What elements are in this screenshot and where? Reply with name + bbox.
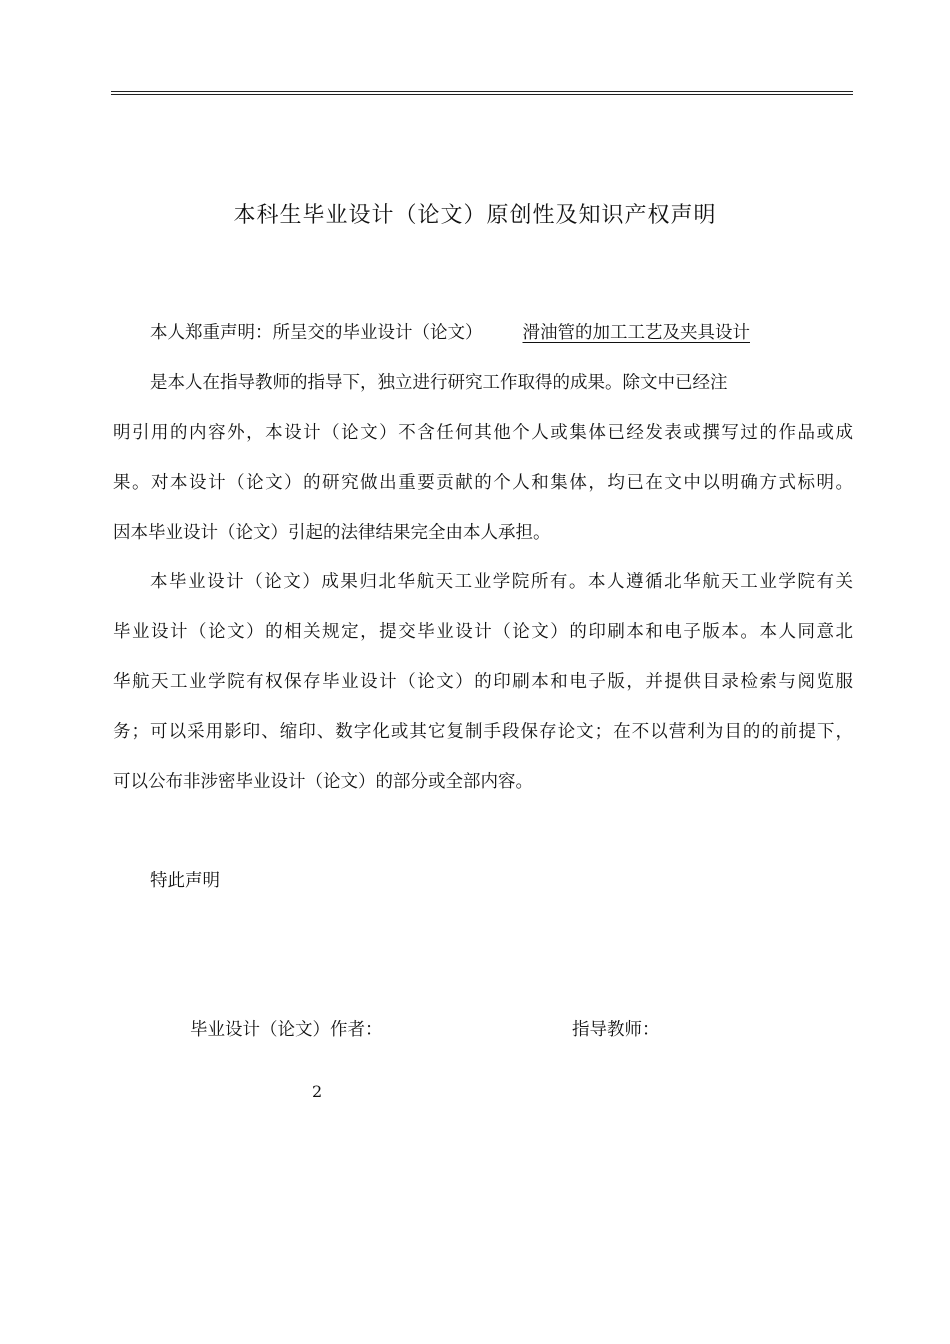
closing-statement: 特此声明 <box>150 871 220 891</box>
paragraph2-line: 可以公布非涉密毕业设计（论文）的部分或全部内容。 <box>113 772 533 792</box>
paragraph1-first-line <box>150 321 890 345</box>
author-signature-label: 毕业设计（论文）作者： <box>190 1020 383 1040</box>
paragraph1-line: 因本毕业设计（论文）引起的法律结果完全由本人承担。 <box>113 523 551 543</box>
declaration-lead: 本人郑重声明：所呈交的毕业设计（论文） <box>150 323 483 343</box>
paragraph2-line <box>150 570 853 594</box>
paragraph2-line: 毕业设计（论文）的相关规定，提交毕业设计（论文）的印刷本和电子版本。本人同意北 <box>113 622 853 642</box>
paragraph2-line: 华航天工业学院有权保存毕业设计（论文）的印刷本和电子版，并提供目录检索与阅览服 <box>113 672 853 692</box>
paragraph1-line: 明引用的内容外，本设计（论文）不含任何其他个人或集体已经发表或撰写过的作品或成 <box>113 423 853 443</box>
paragraph2-line-text: 本毕业设计（论文）成果归北华航天工业学院所有。本人遵循北华航天工业学院有关 <box>150 572 853 592</box>
paragraph1-line: 是本人在指导教师的指导下，独立进行研究工作取得的成果。除文中已经注 <box>150 373 728 393</box>
header-double-rule <box>111 91 853 95</box>
advisor-signature-label: 指导教师： <box>572 1020 660 1040</box>
document-title: 本科生毕业设计（论文）原创性及知识产权声明 <box>233 203 717 228</box>
thesis-title: 滑油管的加工工艺及夹具设计 <box>522 323 750 343</box>
page-number: 2 <box>312 1082 323 1101</box>
paragraph1-line: 果。对本设计（论文）的研究做出重要贡献的个人和集体，均已在文中以明确方式标明。 <box>113 473 853 493</box>
paragraph2-line: 务；可以采用影印、缩印、数字化或其它复制手段保存论文；在不以营利为目的的前提下， <box>113 722 853 742</box>
